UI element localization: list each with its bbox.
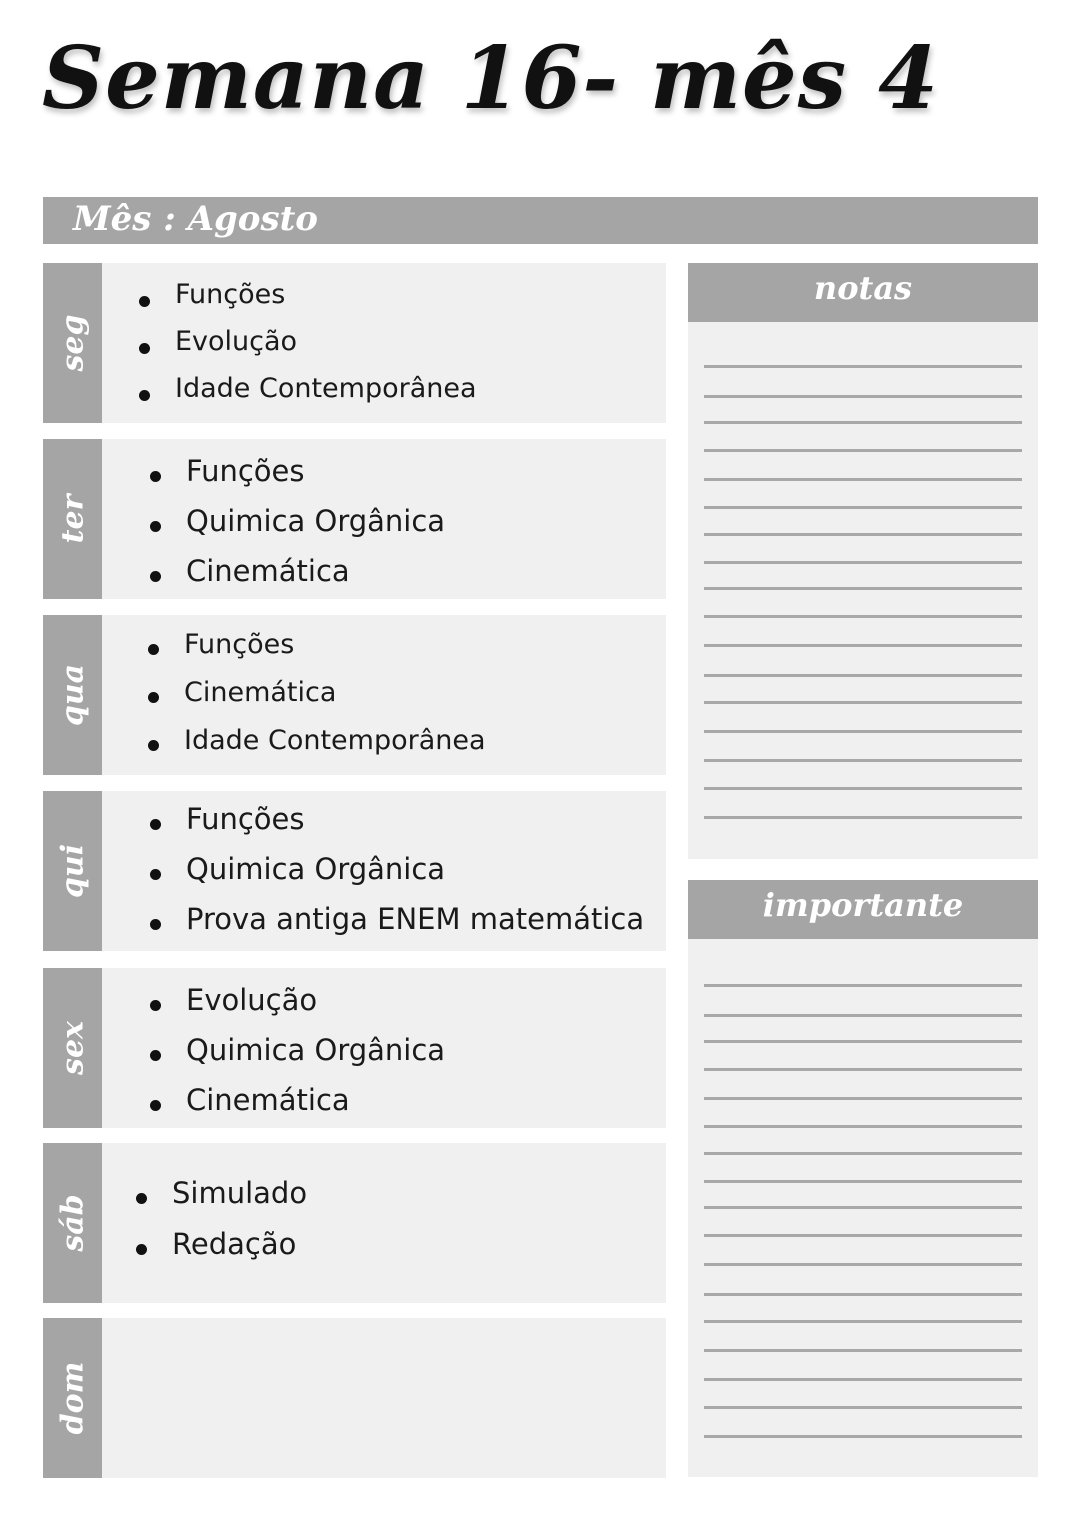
day-tab xyxy=(43,439,102,599)
task-item: Funções xyxy=(150,799,644,849)
task-item: Quimica Orgânica xyxy=(150,501,445,551)
task-item: Idade Contemporânea xyxy=(148,721,486,769)
ruled-line xyxy=(704,644,1022,647)
ruled-line xyxy=(704,1152,1022,1155)
ruled-line xyxy=(704,759,1022,762)
ruled-line xyxy=(704,1206,1022,1209)
ruled-line xyxy=(704,984,1022,987)
ruled-line xyxy=(704,506,1022,509)
task-item: Cinemática xyxy=(148,673,486,721)
day-content xyxy=(102,1318,666,1478)
notes-title: notas xyxy=(813,269,913,307)
notes-header xyxy=(688,263,1038,322)
ruled-line xyxy=(704,787,1022,790)
ruled-line xyxy=(704,1180,1022,1183)
ruled-line xyxy=(704,674,1022,677)
ruled-line xyxy=(704,449,1022,452)
day-content xyxy=(102,439,666,599)
ruled-line xyxy=(704,1435,1022,1438)
day-tab xyxy=(43,1318,102,1478)
day-label: dom xyxy=(55,1361,90,1435)
ruled-line xyxy=(704,615,1022,618)
day-row-seg xyxy=(43,263,666,423)
ruled-line xyxy=(704,1234,1022,1237)
day-label: seg xyxy=(55,314,90,372)
day-label: ter xyxy=(55,494,90,544)
task-item: Funções xyxy=(148,625,486,673)
day-tab xyxy=(43,791,102,951)
day-row-qua xyxy=(43,615,666,775)
day-label: sex xyxy=(55,1021,90,1075)
ruled-line xyxy=(704,1378,1022,1381)
ruled-line xyxy=(704,1349,1022,1352)
task-list xyxy=(150,799,644,949)
task-item: Evolução xyxy=(139,324,477,371)
ruled-line xyxy=(704,1014,1022,1017)
ruled-line xyxy=(704,1040,1022,1043)
task-list xyxy=(139,277,477,418)
ruled-line xyxy=(704,1097,1022,1100)
task-item: Evolução xyxy=(150,980,445,1030)
task-item: Idade Contemporânea xyxy=(139,371,477,418)
ruled-line xyxy=(704,1263,1022,1266)
ruled-line xyxy=(704,1125,1022,1128)
important-panel xyxy=(688,880,1038,1477)
task-list xyxy=(148,625,486,769)
ruled-line xyxy=(704,1320,1022,1323)
important-title: importante xyxy=(762,886,964,924)
day-row-dom xyxy=(43,1318,666,1478)
page-title: Semana 16- mês 4 xyxy=(42,28,939,129)
day-content xyxy=(102,263,666,423)
day-tab xyxy=(43,615,102,775)
ruled-line xyxy=(704,587,1022,590)
notes-panel xyxy=(688,263,1038,859)
ruled-line xyxy=(704,1406,1022,1409)
task-item: Cinemática xyxy=(150,551,445,601)
day-label: sáb xyxy=(55,1194,90,1252)
ruled-line xyxy=(704,365,1022,368)
day-label: qui xyxy=(55,843,90,899)
day-row-sex xyxy=(43,968,666,1128)
day-content xyxy=(102,791,666,951)
day-tab xyxy=(43,263,102,423)
task-item: Quimica Orgânica xyxy=(150,849,644,899)
task-item: Prova antiga ENEM matemática xyxy=(150,899,644,949)
ruled-line xyxy=(704,1068,1022,1071)
task-list xyxy=(150,451,445,601)
day-row-sab xyxy=(43,1143,666,1303)
task-list xyxy=(150,980,445,1130)
day-content xyxy=(102,968,666,1128)
ruled-line xyxy=(704,730,1022,733)
task-item: Quimica Orgânica xyxy=(150,1030,445,1080)
task-item: Funções xyxy=(150,451,445,501)
day-content xyxy=(102,1143,666,1303)
ruled-line xyxy=(704,561,1022,564)
day-row-qui xyxy=(43,791,666,951)
month-label: Mês : Agosto xyxy=(73,199,318,239)
day-tab xyxy=(43,1143,102,1303)
important-header xyxy=(688,880,1038,939)
ruled-line xyxy=(704,701,1022,704)
ruled-line xyxy=(704,478,1022,481)
day-content xyxy=(102,615,666,775)
ruled-line xyxy=(704,1293,1022,1296)
day-label: qua xyxy=(55,663,90,727)
task-item: Cinemática xyxy=(150,1080,445,1130)
ruled-line xyxy=(704,816,1022,819)
day-tab xyxy=(43,968,102,1128)
task-list xyxy=(136,1172,307,1274)
ruled-line xyxy=(704,421,1022,424)
task-item: Redação xyxy=(136,1223,307,1274)
ruled-line xyxy=(704,533,1022,536)
ruled-line xyxy=(704,395,1022,398)
day-row-ter xyxy=(43,439,666,599)
month-bar xyxy=(43,197,1038,244)
task-item: Simulado xyxy=(136,1172,307,1223)
task-item: Funções xyxy=(139,277,477,324)
